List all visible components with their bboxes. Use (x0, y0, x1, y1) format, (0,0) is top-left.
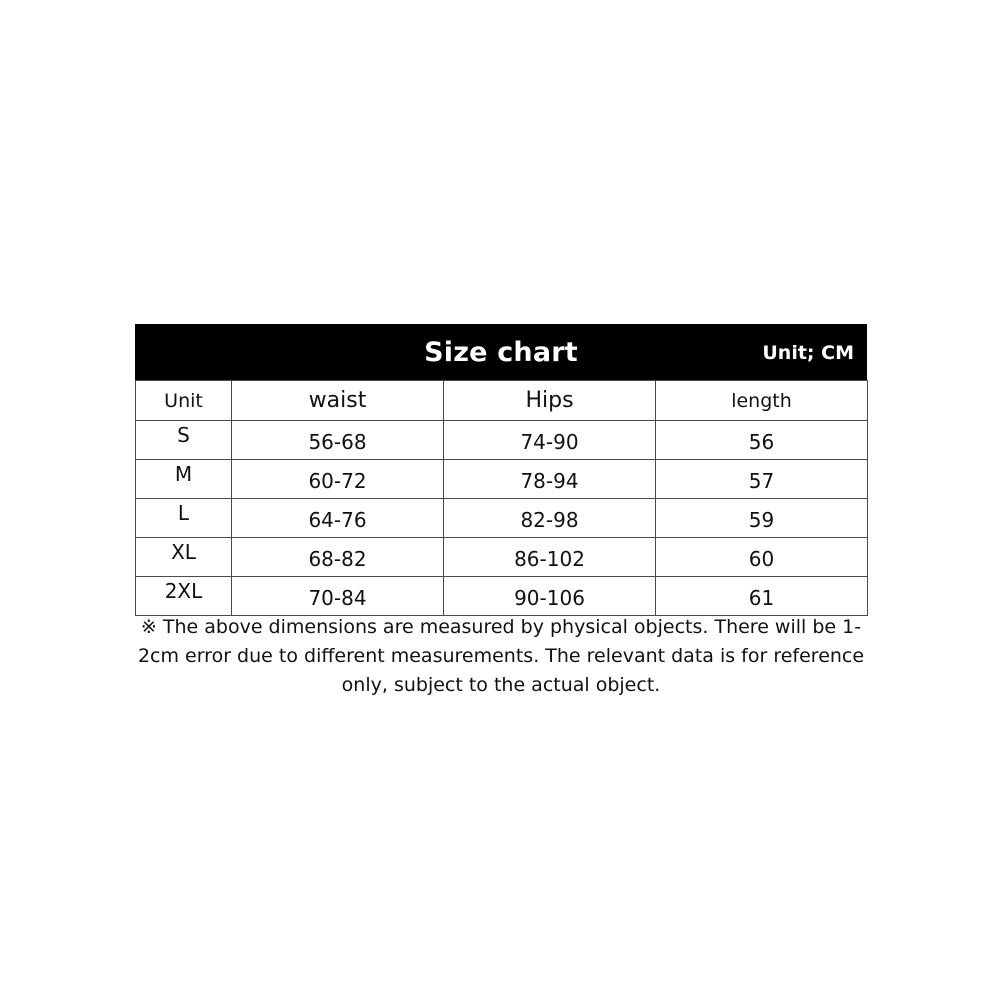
header-hips: Hips (444, 381, 656, 421)
header-length: length (656, 381, 868, 421)
waist-cell: 60-72 (232, 460, 444, 499)
size-chart (135, 324, 867, 616)
waist-cell: 70-84 (232, 577, 444, 616)
length-cell: 57 (656, 460, 868, 499)
table-row (136, 421, 868, 460)
hips-cell: 74-90 (444, 421, 656, 460)
hips-cell: 90-106 (444, 577, 656, 616)
table-row (136, 460, 868, 499)
length-cell: 59 (656, 499, 868, 538)
length-cell: 61 (656, 577, 868, 616)
size-cell: S (136, 421, 232, 460)
header-unit: Unit (136, 381, 232, 421)
size-table (135, 380, 868, 616)
waist-cell: 56-68 (232, 421, 444, 460)
title-bar (135, 324, 867, 380)
hips-cell: 86-102 (444, 538, 656, 577)
table-row (136, 577, 868, 616)
note-line-2: 2cm error due to different measurements. The relevant data is for reference (137, 645, 865, 667)
chart-title: Size chart (424, 337, 578, 368)
header-waist: waist (232, 381, 444, 421)
hips-cell: 82-98 (444, 499, 656, 538)
size-cell: L (136, 499, 232, 538)
note-line-1: ※ The above dimensions are measured by physical objects. There will be 1- (140, 616, 862, 638)
measurement-note (135, 613, 867, 700)
size-cell: M (136, 460, 232, 499)
table-header-row (136, 381, 868, 421)
table-row (136, 538, 868, 577)
waist-cell: 68-82 (232, 538, 444, 577)
length-cell: 60 (656, 538, 868, 577)
note-line-3: only, subject to the actual object. (341, 674, 661, 696)
size-cell: 2XL (136, 577, 232, 616)
length-cell: 56 (656, 421, 868, 460)
unit-note: Unit; CM (762, 342, 854, 364)
table-row (136, 499, 868, 538)
size-cell: XL (136, 538, 232, 577)
hips-cell: 78-94 (444, 460, 656, 499)
waist-cell: 64-76 (232, 499, 444, 538)
